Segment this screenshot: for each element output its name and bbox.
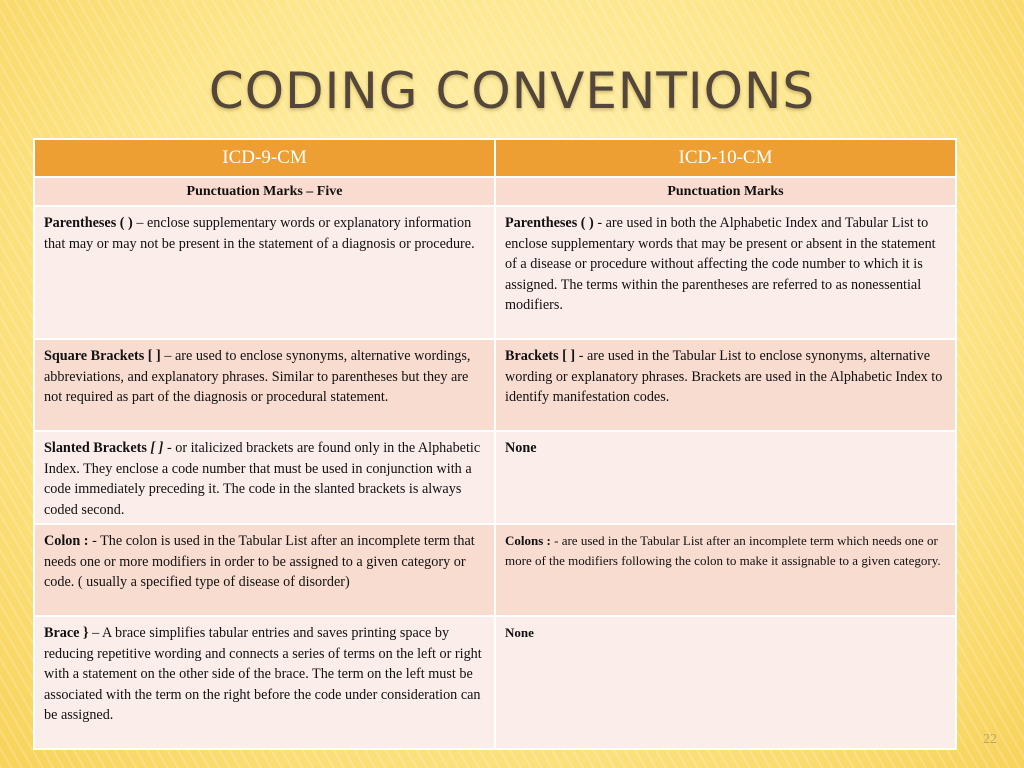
table-row-brackets [34, 339, 956, 431]
cell-icd9-brace [34, 616, 495, 749]
slide-page-number: 22 [983, 732, 997, 747]
header-icd9: ICD-9-CM [34, 139, 495, 177]
cell-icd9-square-brackets [34, 339, 495, 431]
term-description: - or italicized brackets are found only in the Alphabetic Index. They enclose a code number that must be used in conjunction with a code immediately preceding it. The code in the slanted brackets is always coded second. [44, 440, 481, 518]
cell-icd10-colons [495, 524, 956, 616]
term-description: - are used in the Tabular List to enclose synonyms, alternative wording or explanatory phrases. Brackets are used in the Alphabetic Index to identify manifestation codes. [505, 348, 943, 405]
cell-icd10-brackets [495, 339, 956, 431]
cell-icd9-parentheses [34, 206, 495, 339]
cell-icd10-slanted-brackets [495, 431, 956, 524]
term-description: - are used in both the Alphabetic Index and Tabular List to enclose supplementary words that may be present or absent in the statement of a disease or procedure without affecting the code number to which it is assigned. The terms within the parentheses are referred to as nonessential modifiers. [505, 215, 936, 313]
term-label: None [505, 625, 534, 640]
term-label: Colon : [44, 533, 89, 549]
term-label: None [505, 440, 537, 456]
table-row-colon [34, 524, 956, 616]
term-label: Colons : [505, 533, 551, 548]
table-row-parentheses [34, 206, 956, 339]
table-row-brace [34, 616, 956, 749]
term-description: – A brace simplifies tabular entries and saves printing space by reducing repetitive wording and connects a series of terms on the left or right with a statement on the other side of the brace. The term on the left must be associated with the term on the right before the code under consideration can be assigned. [44, 625, 482, 723]
cell-icd9-slanted-brackets [34, 431, 495, 524]
term-label: Parentheses ( ) [505, 215, 594, 231]
table-row-slanted-brackets [34, 431, 956, 524]
term-description: - are used in the Tabular List after an incomplete term which needs one or more of the modifiers following the colon to make it assignable to a given category. [505, 533, 941, 568]
term-label: Slanted Brackets [44, 440, 147, 456]
table-subheader-row [34, 177, 956, 206]
header-icd10: ICD-10-CM [495, 139, 956, 177]
subheader-icd9: Punctuation Marks – Five [34, 177, 495, 206]
slide-title: CODING CONVENTIONS [208, 62, 816, 120]
cell-icd10-parentheses [495, 206, 956, 339]
term-label-italic: [ ] [146, 440, 164, 456]
cell-icd9-colon [34, 524, 495, 616]
coding-conventions-table [33, 138, 957, 750]
term-description: – enclose supplementary words or explanatory information that may or may not be present in the statement of a diagnosis or procedure. [44, 215, 475, 252]
cell-icd10-brace [495, 616, 956, 749]
subheader-icd10: Punctuation Marks [495, 177, 956, 206]
term-description: - The colon is used in the Tabular List after an incomplete term that needs one or more modifiers in order to be assigned to a given category or code. ( usually a specified type of disease of disorder) [44, 533, 475, 590]
term-label: Parentheses ( ) [44, 215, 133, 231]
term-description: – are used to enclose synonyms, alternative wordings, abbreviations, and explanatory phrases. Similar to parentheses but they are not required as part of the diagnosis or procedural statement. [44, 348, 471, 405]
term-label: Square Brackets [ ] [44, 348, 161, 364]
term-label: Brackets [ ] [505, 348, 576, 364]
term-label: Brace } [44, 625, 89, 641]
table-header-row [34, 139, 956, 177]
